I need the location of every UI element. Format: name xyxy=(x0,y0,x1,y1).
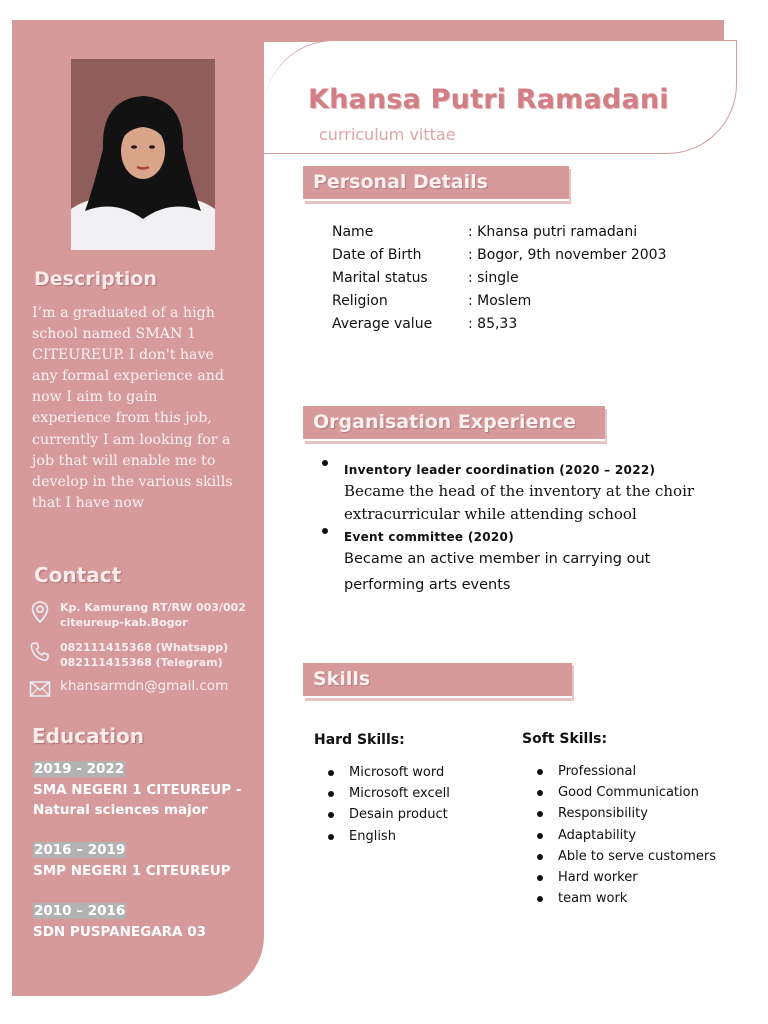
detail-label: Name xyxy=(332,223,374,240)
detail-label: Date of Birth xyxy=(332,246,422,263)
hard-skill-item: Microsoft word xyxy=(314,762,450,783)
organisation-item-title: Inventory leader coordination (2020 – 2022) xyxy=(344,463,656,477)
detail-row xyxy=(332,220,666,243)
soft-skill-item: Adaptability xyxy=(523,825,716,846)
soft-skill-item: Good Communication xyxy=(523,782,716,803)
description-text: I’m a graduated of a high school named SMAN 1 CITEUREUP. I don't have any formal experience and now I aim to gain experience from this job, currently I am looking for a job that will enable me to develop in the various skills that I have now xyxy=(32,305,233,511)
detail-value: : Bogor, 9th november 2003 xyxy=(468,246,667,263)
skills-heading: Skills xyxy=(313,668,371,690)
address-line-1: Kp. Kamurang RT/RW 003/002 xyxy=(60,601,246,614)
detail-label: Marital status xyxy=(332,269,428,286)
contact-phone xyxy=(28,640,228,670)
education-school: SMP NEGERI 1 CITEUREUP xyxy=(33,863,231,879)
detail-row xyxy=(332,266,666,289)
detail-row xyxy=(332,313,666,336)
detail-value: : Khansa putri ramadani xyxy=(468,223,638,240)
phone-telegram[interactable]: 082111415368 (Telegram) xyxy=(60,656,223,669)
organisation-header xyxy=(303,406,605,441)
personal-details-table xyxy=(332,220,666,336)
contact-email xyxy=(28,677,228,701)
organisation-item-desc: Became an active member in carrying out performing arts events xyxy=(344,551,651,593)
soft-skill-item: team work xyxy=(523,888,716,909)
personal-details-header xyxy=(303,166,569,201)
hard-skill-item: English xyxy=(314,826,450,847)
document-subtitle: curriculum vittae xyxy=(319,125,456,144)
organisation-item-desc: Became the head of the inventory at the choir extracurricular while attending school xyxy=(344,482,695,523)
detail-row xyxy=(332,290,666,313)
organisation-list xyxy=(318,460,698,598)
organisation-item xyxy=(318,528,698,598)
candidate-name: Khansa Putri Ramadani xyxy=(308,84,669,115)
profile-photo xyxy=(71,59,215,250)
soft-skill-item: Able to serve customers xyxy=(523,846,716,867)
email-link[interactable]: khansarmdn@gmail.com xyxy=(60,678,229,694)
skills-header xyxy=(303,663,572,698)
detail-value: : 85,33 xyxy=(468,316,518,333)
education-school: SMA NEGERI 1 CITEUREUP - Natural sciences major xyxy=(33,782,242,818)
soft-skill-item: Responsibility xyxy=(523,803,716,824)
contact-address xyxy=(28,600,246,630)
contact-heading: Contact xyxy=(34,563,122,587)
detail-row xyxy=(332,243,666,266)
education-years: 2010 – 2016 xyxy=(34,903,126,919)
description-heading: Description xyxy=(34,268,157,290)
hard-skill-item: Microsoft excell xyxy=(314,783,450,804)
soft-skills-heading: Soft Skills: xyxy=(522,731,608,747)
soft-skill-item: Hard worker xyxy=(523,867,716,888)
location-pin-icon xyxy=(28,600,52,624)
education-years: 2016 – 2019 xyxy=(34,842,126,858)
organisation-heading: Organisation Experience xyxy=(313,411,577,433)
hard-skill-item: Desain product xyxy=(314,804,450,825)
phone-icon xyxy=(28,640,52,664)
envelope-icon xyxy=(28,677,52,701)
hard-skills-heading: Hard Skills: xyxy=(314,732,405,748)
soft-skills-list xyxy=(523,761,716,909)
detail-label: Average value xyxy=(332,316,433,333)
phone-whatsapp[interactable]: 082111415368 (Whatsapp) xyxy=(60,641,229,654)
organisation-item xyxy=(318,460,698,526)
page-margin xyxy=(0,0,12,1024)
detail-value: : single xyxy=(468,269,519,286)
education-years: 2019 - 2022 xyxy=(34,761,125,777)
education-heading: Education xyxy=(32,724,144,748)
soft-skill-item: Professional xyxy=(523,761,716,782)
detail-value: : Moslem xyxy=(468,293,532,310)
personal-details-heading: Personal Details xyxy=(313,171,488,193)
organisation-item-title: Event committee (2020) xyxy=(344,530,514,544)
hard-skills-list xyxy=(314,762,450,847)
address-line-2: citeureup-kab.Bogor xyxy=(60,616,188,629)
education-school: SDN PUSPANEGARA 03 xyxy=(33,924,206,940)
detail-label: Religion xyxy=(332,293,388,310)
